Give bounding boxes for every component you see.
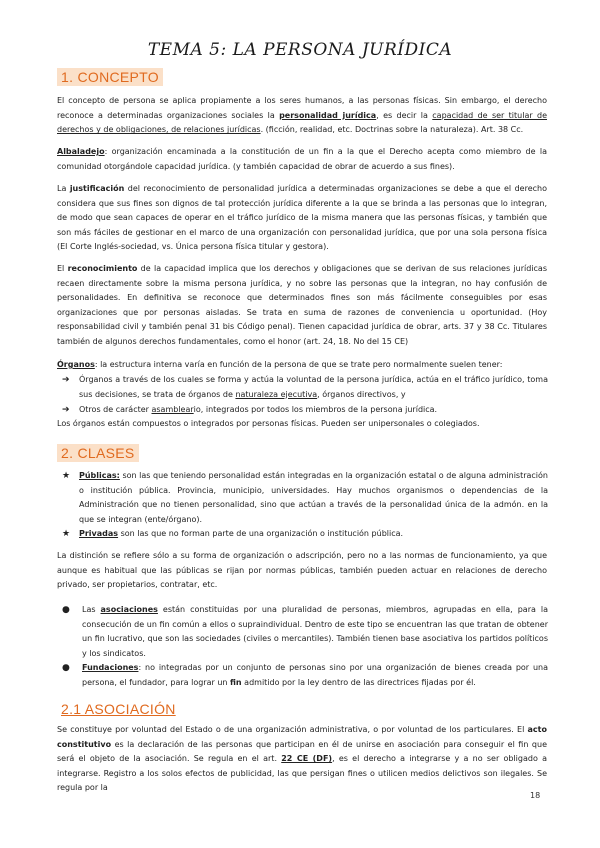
paragraph-reconocimiento: El reconocimiento de la capacidad implica que los derechos y obligaciones que se derivan de sus relaciones jurídicas recaen directamente sobre la misma persona jurídica, y no sobre las personas que la integran, no hay confusión de personalidades. En definitiva se reconoce que determinados fines son más fácilmente conseguibles por esas organizaciones que por personas aisladas. Se trata en suma de razones de conveniencia u oportunidad. (Hoy responsabilidad civil y también penal 31 bis Código penal). Tienen capacidad jurídica de obrar, arts. 37 y 38 Cc. Titulares también de algunos derechos fundamentales, como el honor (art. 24, 18. No del 15 CE) — [57, 264, 547, 346]
list-item-organos-asamblearios: ➔ Otros de carácter asambleario, integrados por todos los miembros de la persona jurídica. — [62, 403, 548, 418]
paragraph-asociacion: Se constituye por voluntad del Estado o de una organización administrativa, o por voluntad de los particulares. El acto constitutivo es la declaración de las personas que participan en él de unirse en asociación para conseguir el fin que será el objeto de la asociación. Se regula en el art. 22 CE (DF), es el derecho a integrarse y a no ser obligado a integrarse. Registro a los solos efectos de publicidad, las que persigan fines o utilicen medios delictivos son ilegales. Se regula por la — [57, 725, 547, 793]
star-bullet-icon: ★ — [62, 471, 71, 481]
arrow-bullet-icon: ➔ — [62, 375, 70, 385]
section-heading-clases: 2. CLASES — [57, 444, 139, 462]
star-bullet-icon: ★ — [62, 529, 71, 539]
section-heading-asociacion: 2.1 ASOCIACIÓN — [61, 701, 176, 717]
list-item-asociaciones: ● Las asociaciones están constituidas por una pluralidad de personas, miembros, agrupadas en ella, para la consecución de un fin común a ellos o supraindividual. Dentro de este tipo se encuentran las que tratan de obtener un fin lucrativo, que son las sociedades (civiles o mercantiles). También tienen base asociativa los partidos políticos y los sindicatos. — [62, 603, 548, 661]
paragraph-albaladejo: Albaladejo: organización encaminada a la constitución de un fin a la que el Derecho acepta como miembro de la comunidad otorgándole capacidad jurídica. (y también capacidad de obrar de acuerdo a sus fines). — [57, 147, 547, 171]
page-number: 18 — [530, 791, 541, 800]
paragraph-concepto-intro: El concepto de persona se aplica propiamente a los seres humanos, a las personas físicas. Sin embargo, el derecho reconoce a determinadas organizaciones sociales la personalidad jurídica, es decir la capacidad de ser titular de derechos y de obligaciones, de relaciones jurídicas. (ficción, realidad, etc. Doctrinas sobre la naturaleza). Art. 38 Cc. — [57, 96, 548, 135]
list-item-privadas: ★ Privadas son las que no forman parte de una organización o institución pública. — [62, 527, 548, 542]
paragraph-justificacion: La justificación del reconocimiento de personalidad jurídica a determinadas organizaciones se debe a que el derecho considera que sus fines son dignos de tal protección jurídica diferente a la que se brinda a las personas que lo integran, de modo que sean capaces de operar en el tráfico jurídico de la misma manera que las personas físicas, y también que son más fáciles de gestionar en el marco de una organización con personalidad jurídica, que por una sola persona física (El Corte Inglés-sociedad, vs. Única persona física titular y gestora). — [57, 184, 547, 252]
dot-bullet-icon: ● — [62, 663, 70, 673]
paragraph-distincion: La distinción se refiere sólo a su forma de organización o adscripción, pero no a las normas de funcionamiento, ya que aunque es habitual que las públicas se rijan por normas públicas, también pueden actuar en relaciones de derecho privado, ser propietarios, contratar, etc. — [57, 551, 547, 590]
list-item-publicas: ★ Públicas: son las que teniendo personalidad están integradas en la organización estatal o de alguna administración o institución pública. Provincia, municipio, universidades. Hay muchos organismos o dependencias de la Administración que no tienen personalidad, sino que actúan a través de la personalidad única de la admón. en la que se integran (ente/órgano). — [62, 469, 548, 527]
arrow-bullet-icon: ➔ — [62, 405, 70, 415]
list-item-fundaciones: ● Fundaciones: no integradas por un conjunto de personas sino por una organización de bienes creada por una persona, el fundador, para lograr un fin admitido por la ley dentro de las directrices fijadas por él. — [62, 661, 548, 690]
section-heading-concepto: 1. CONCEPTO — [57, 68, 163, 86]
list-item-organos-ejecutivos: ➔ Órganos a través de los cuales se forma y actúa la voluntad de la persona jurídica, actúa en el tráfico jurídico, toma sus decisiones, se trata de órganos de naturaleza ejecutiva, órganos directivos, y — [62, 373, 548, 402]
page-title: TEMA 5: LA PERSONA JURÍDICA — [147, 40, 453, 60]
paragraph-organos-composicion: Los órganos están compuestos o integrados por personas físicas. Pueden ser unipersonales o colegiados. — [57, 419, 480, 428]
paragraph-organos: Órganos: la estructura interna varía en función de la persona de que se trate pero normalmente suelen tener: — [57, 360, 503, 369]
dot-bullet-icon: ● — [62, 605, 70, 615]
